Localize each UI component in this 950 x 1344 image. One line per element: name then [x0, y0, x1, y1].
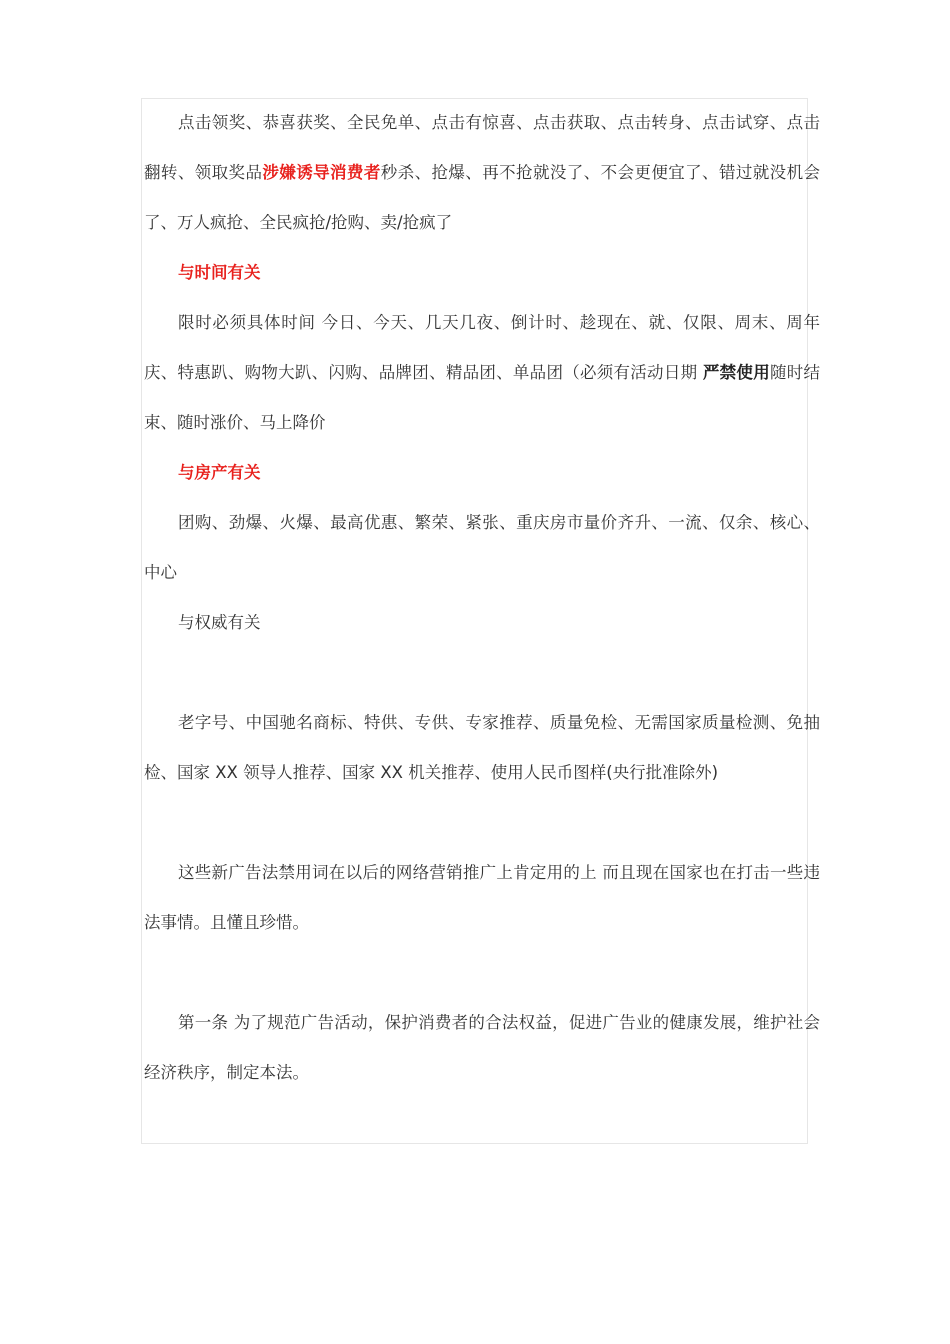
paragraph-article-one: 第一条 为了规范广告活动，保护消费者的合法权益，促进广告业的健康发展，维护社会经济秩序，制定本法。	[144, 1013, 820, 1082]
blank-line	[144, 648, 820, 698]
highlight-inducing-consumers: 涉嫌诱导消费者	[262, 163, 381, 182]
heading-property-related: 与房产有关	[178, 463, 261, 482]
blank-line	[144, 948, 820, 998]
paragraph-text: 随时结束、随时涨价、马上降价	[144, 363, 821, 432]
paragraph-text: 限时必须具体时间 今日、今天、几天几夜、倒计时、趁现在、就、仅限、周末、周年庆、特惠趴、购物大趴、闪购、品牌团、精品团、单品团（必须有活动日期	[144, 313, 820, 382]
heading-authority-related: 与权威有关	[178, 613, 261, 632]
bold-strictly-forbidden: 严禁使用	[702, 363, 770, 382]
paragraph-time-words	[144, 298, 820, 448]
paragraph-text: 秒杀、抢爆、再不抢就没了、不会更便宜了、错过就没机会了、万人疯抢、全民疯抢/抢购、卖/抢疯了	[144, 163, 821, 232]
blank-line	[144, 798, 820, 848]
document-body	[144, 98, 820, 1098]
paragraph-text: 点击领奖、恭喜获奖、全民免单、点击有惊喜、点击获取、点击转身、点击试穿、点击翻转、领取奖品	[144, 113, 820, 182]
paragraph-authority-words: 老字号、中国驰名商标、特供、专供、专家推荐、质量免检、无需国家质量检测、免抽检、国家 XX 领导人推荐、国家 XX 机关推荐、使用人民币图样(央行批准除外)	[144, 713, 820, 782]
paragraph-property-words: 团购、劲爆、火爆、最高优惠、繁荣、紧张、重庆房市量价齐升、一流、仅余、核心、中心	[144, 513, 820, 582]
paragraph-note: 这些新广告法禁用词在以后的网络营销推广上肯定用的上 而且现在国家也在打击一些违法事情。且懂且珍惜。	[144, 863, 820, 932]
heading-time-related: 与时间有关	[178, 263, 261, 282]
paragraph-prize-words	[144, 98, 820, 248]
